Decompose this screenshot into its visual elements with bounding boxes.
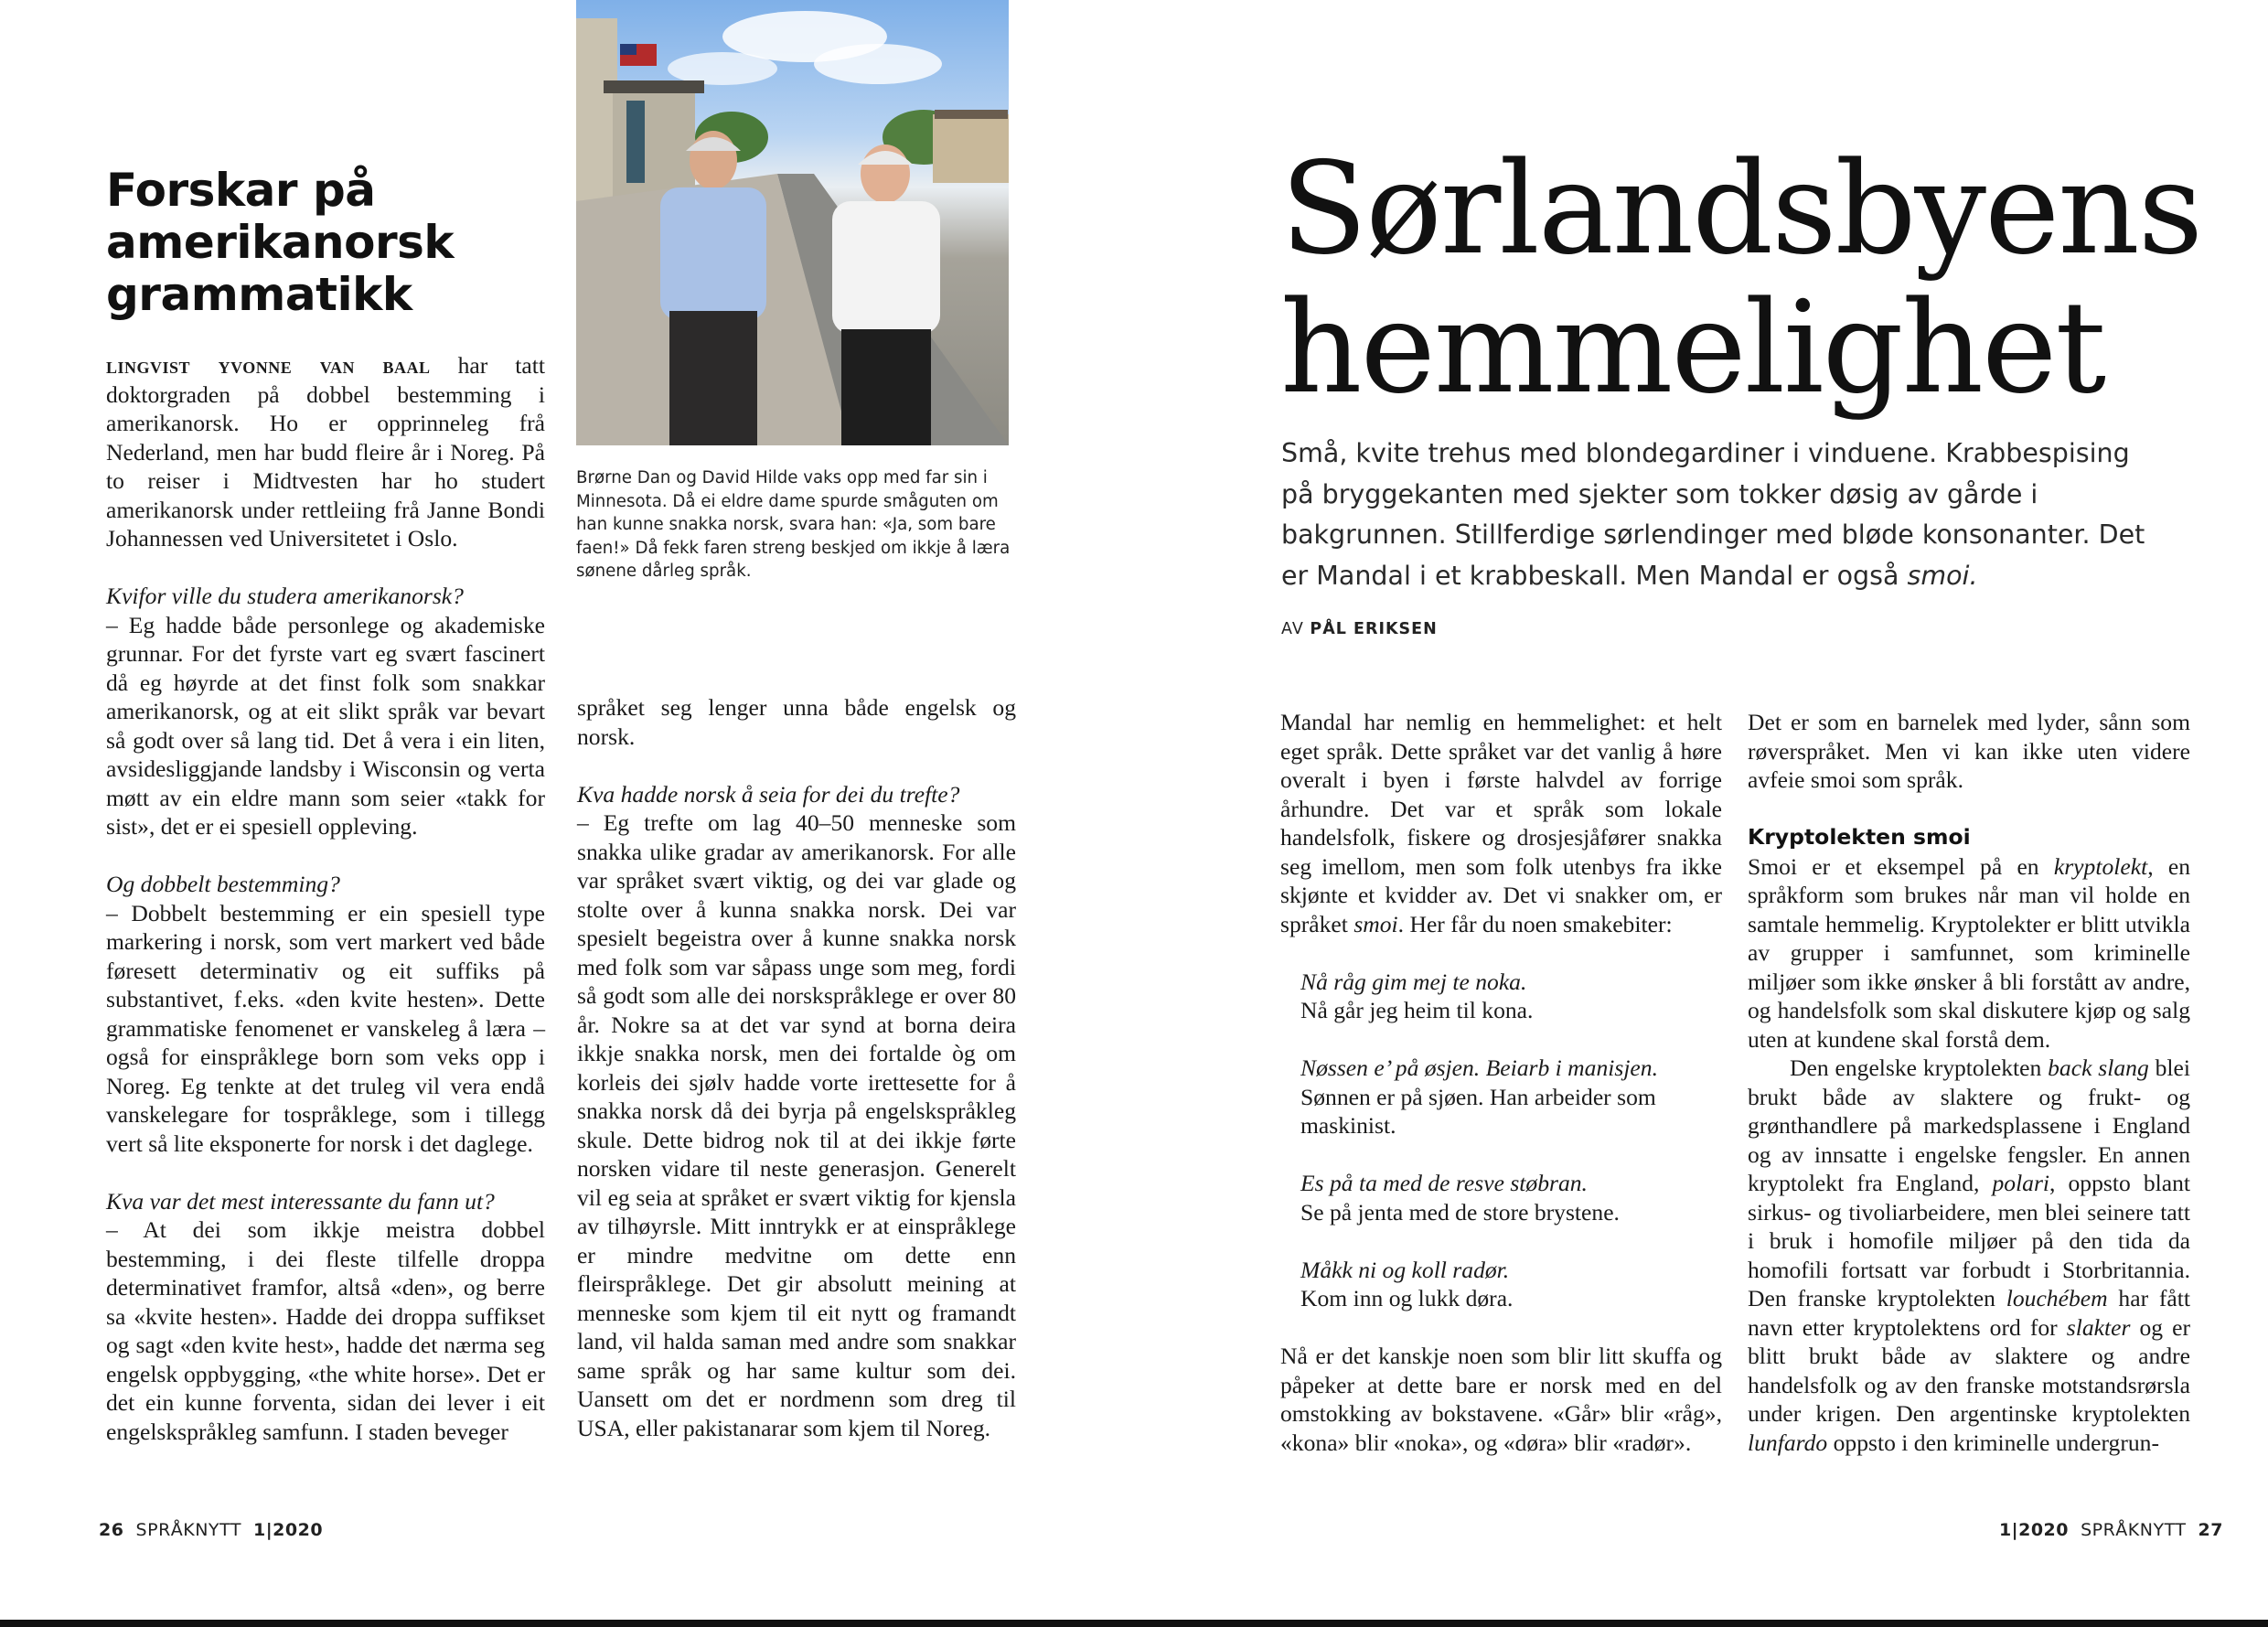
example-1 — [1280, 968, 1722, 1025]
byline-prefix: AV — [1281, 620, 1304, 638]
p5-text-d: har fått navn etter kryptolektens ord for — [1748, 1285, 2190, 1341]
interview-intro — [106, 351, 545, 553]
example-norsk: Nå går jeg heim til kona. — [1300, 997, 1534, 1023]
article-paragraph-1 — [1280, 708, 1722, 938]
article-paragraph-3: Det er som en barnelek med lyder, sånn som røverspråket. Men vi kan ikke uten videre avfeie smoi som språk. — [1748, 709, 2190, 793]
article-title — [1280, 134, 2250, 422]
intro-lead-smallcaps: lingvist yvonne van baal — [106, 352, 431, 379]
lede-emphasis: smoi. — [1907, 560, 1978, 591]
photo-hilde-brothers — [576, 0, 1009, 445]
example-smoi: Måkk ni og koll radør. — [1300, 1256, 1510, 1283]
title-line-2: hemmelighet — [1280, 273, 2105, 422]
p5-em-4: slakter — [2066, 1313, 2131, 1341]
p1-text-b: . Her får du noen smakebiter: — [1397, 910, 1673, 937]
article-column-1 — [1280, 708, 1722, 1457]
question-2: Og dobbelt bestemming? — [106, 871, 340, 897]
p4-text-b: , en språkform som brukes når man vil holde en samtale hemmelig. Kryptolekter er blitt utvikla av grupper i samfunnet, som kriminelle miljøer som ikke ønsker å bli forstått av andre, og handelsfolk som skal diskutere kjøp og salg uten at kundene skal forstå dem. — [1748, 852, 2190, 1053]
question-1: Kvifor ville du studera amerikanorsk? — [106, 583, 464, 609]
p5-text-f: oppsto i den kriminelle undergrun- — [1827, 1429, 2159, 1456]
page-number-left: 26 — [99, 1520, 124, 1540]
article-column-2 — [1748, 708, 2190, 1457]
answer-1: – Eg hadde både personlege og akademiske grunnar. For det fyrste vart eg svært fascinert då eg høyrde at det finst folk som snakkar amerikanorsk, og at eit slikt språk var bevart så godt over så lang tid. Det å vera i ein liten, avsidesliggjande landsby i Wisconsin og verta møtt av ein eldre mann som seier «takk for sist», det er ei spesiell oppleving. — [106, 611, 545, 840]
p5-text-c: , oppsto blant sirkus- og tivoliarbeidere, men blei seinere tatt i bruk i homofile miljøer på den tida da homofili fortsatt var forbudt i Storbritannia. Den franske kryptolekten — [1748, 1170, 2190, 1311]
answer-4: – Eg trefte om lag 40–50 menneske som snakka ulike gradar av amerikanorsk. For alle var språket svært viktig, og dei var glade og stolte over å kunna snakka norsk. Dei var spesielt begeistra over å kunne snakka norsk med folk som var såpass unge som meg, fordi så godt som alle dei norskspråklege er over 80 år. Nokre sa at det var synd at borna deira ikkje snakka norsk, men dei fortalde òg om korleis dei sjølv hadde vorte irettesette for å snakka norsk då dei byrja på engelskspråkleg skule. Dette bidrog nok til at dei ikkje førte norsken vidare til neste generasjon. Generelt vil eg seia at språket er svært viktig for kjensla av tilhøyrsle. Mitt inntrykk er at einspråklege er mindre medvitne om dette enn fleirspråklege. Det gir absolutt meining at menneske som kjem til eit nytt og framandt land, vil halda saman med andre som snakkar same språk og har same kultur som dei. Uansett om det er nordmenn som dreg til USA, eller pakistanarar som kjem til Noreg. — [577, 809, 1016, 1441]
folio-right — [1999, 1520, 2223, 1540]
example-2 — [1280, 1054, 1722, 1140]
lede-text: Små, kvite trehus med blondegardiner i vinduene. Krabbespising på bryggekanten med sjekter som tokker døsig av gårde i bakgrunnen. Stillferdige sørlendinger med bløde konsonanter. Det er Mandal i et krabbeskall. Men Mandal er også — [1281, 438, 2145, 591]
p5-em-2: polari — [1992, 1170, 2050, 1196]
answer-3-continued: språket seg lenger unna både engelsk og norsk. — [577, 694, 1016, 750]
photo-caption: Brørne Dan og David Hilde vaks opp med far sin i Minnesota. Då ei eldre dame spurde småguten om han kunne snakka norsk, svara han: «Ja, som bare faen!» Då fekk faren streng beskjed om ikkje å læra sønene dårleg språk. — [576, 468, 1011, 581]
p4-emphasis: kryptolekt — [2053, 852, 2148, 880]
p4-text-a: Smoi er et eksempel på en — [1748, 852, 2054, 880]
magazine-name-right: SPRÅKNYTT — [2081, 1520, 2187, 1540]
page-number-right: 27 — [2198, 1520, 2223, 1540]
article-paragraph-5 — [1748, 1054, 2190, 1457]
question-3: Kva var det mest interessante du fann ut? — [106, 1187, 495, 1215]
p5-em-5: lunfardo — [1748, 1429, 1828, 1456]
p5-text-a: Den engelske kryptolekten — [1790, 1054, 2049, 1081]
interview-column-2 — [577, 693, 1016, 1442]
issue-right: 1|2020 — [1998, 1520, 2069, 1540]
issue-left: 1|2020 — [253, 1520, 324, 1540]
example-norsk: Se på jenta med de store brystene. — [1300, 1198, 1620, 1226]
question-4: Kva hadde norsk å seia for dei du trefte? — [577, 780, 960, 808]
p1-text-a: Mandal har nemlig en hemmelighet: et helt eget språk. Dette språket var det vanlig å høre overalt i byen i første halvdel av forrige århundre. Det var et språk som lokale handelsfolk, fiskere og drosjesjåfører snakka seg imellom, men som folk utenbys fra ikke skjønte et kvidder av. Det vi snakker om, er språket — [1280, 709, 1722, 937]
byline-author: PÅL ERIKSEN — [1310, 620, 1438, 638]
p5-em-3: louchébem — [2006, 1285, 2108, 1311]
example-norsk: Kom inn og lukk døra. — [1300, 1285, 1514, 1311]
example-smoi: Nøssen e’ på øsjen. Beiarb i manisjen. — [1300, 1054, 1658, 1081]
example-smoi: Nå råg gim mej te noka. — [1300, 968, 1527, 995]
photo-illustration — [576, 0, 1009, 445]
byline — [1281, 620, 1438, 638]
p1-emphasis: smoi — [1353, 910, 1398, 937]
article-paragraph-2: Nå er det kanskje noen som blir litt skuffa og påpeker at dette bare er norsk med en del omstokking av bokstavene. «Går» blir «råg», «kona» blir «noka», og «døra» blir «radør». — [1280, 1343, 1722, 1456]
example-smoi: Es på ta med de resve støbran. — [1300, 1170, 1588, 1196]
answer-2: – Dobbelt bestemming er ein spesiell type markering i norsk, som vert markert ved både føresett determinativ og eit suffiks på substantivet, f.eks. «den kvite hesten». Dette grammatiske fenomenet er vanskeleg å læra – også for einspråklege born som veks opp i Noreg. Eg tenkte at det truleg vil vera endå vanskelegare for tospråklege, som i tillegg vert så lite eksponerte for norsk i det daglege. — [106, 899, 545, 1157]
magazine-name-left: SPRÅKNYTT — [135, 1520, 241, 1540]
article-paragraph-4 — [1748, 852, 2190, 1054]
p5-text-e: og er blitt brukt både av slaktere og andre handelsfolk og av den franske motstandsrørsla under krigen. Den argentinske kryptolekten — [1748, 1313, 2190, 1427]
intro-text: har tatt doktorgraden på dobbel bestemming i amerikanorsk. Ho er opprinneleg frå Nederland, men har budd fleire år i Noreg. På to reiser i Midtvesten har ho studert amerikanorsk under rettleiing frå Janne Bondi Johannessen ved Universitetet i Oslo. — [106, 352, 545, 551]
sidebar-headline: Forskar på amerikanorsk grammatikk — [106, 164, 455, 321]
p5-em-1: back slang — [2048, 1054, 2149, 1081]
article-lede — [1281, 434, 2150, 596]
section-subhead: Kryptolekten smoi — [1748, 824, 1971, 850]
example-3 — [1280, 1169, 1722, 1226]
bottom-edge-bar — [0, 1620, 2268, 1627]
interview-column-1 — [106, 351, 545, 1446]
example-norsk: Sønnen er på sjøen. Han arbeider som maskinist. — [1300, 1083, 1656, 1139]
title-line-1: Sørlandsbyens — [1280, 134, 2202, 283]
example-4 — [1280, 1256, 1722, 1313]
folio-left — [99, 1520, 323, 1540]
answer-3: – At dei som ikkje meistra dobbel bestemming, i dei fleste tilfelle droppa determinativet framfor, altså «den», og berre sa «kvite hesten». Hadde dei droppa suffikset og sagt «den kvite hest», hadde det nærma seg engelsk oppbygging, «the white horse». Det er det ein kunne forventa, sidan dei lever i eit engelskspråkleg samfunn. I staden beveger — [106, 1216, 545, 1445]
p5-text-b: blei brukt både av slaktere og frukt- og grønthandlere på markedsplassene i England og av innsatte i engelske fengsler. En annen kryptolekt fra England, — [1748, 1054, 2191, 1196]
